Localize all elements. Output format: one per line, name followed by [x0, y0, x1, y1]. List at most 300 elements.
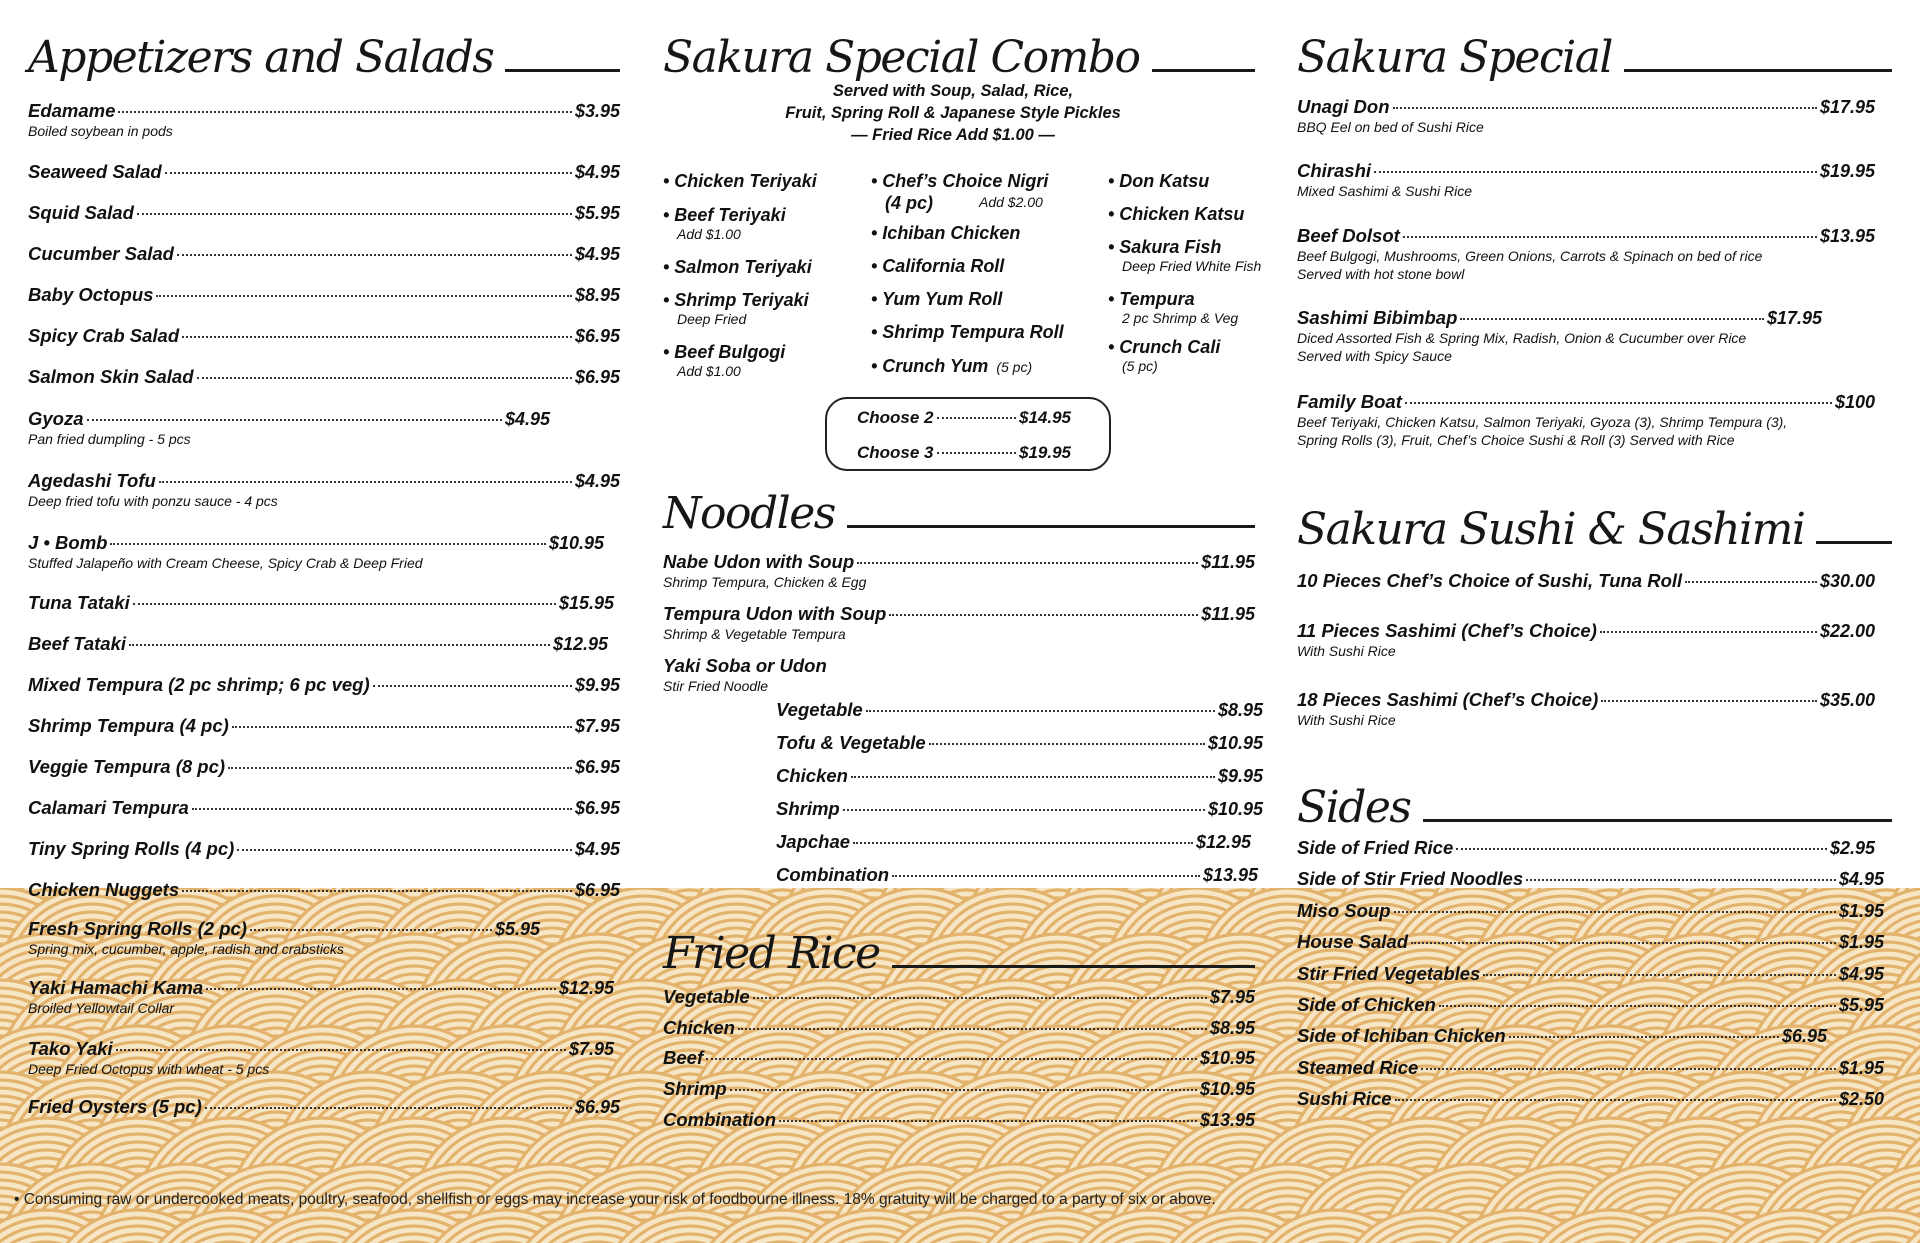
menu-item [776, 798, 1263, 820]
item-name: Beef Tataki [28, 633, 127, 654]
combo-option-label: • Shrimp Tempura Roll [871, 322, 1064, 342]
menu-item [663, 655, 1255, 695]
choose-price-box [825, 397, 1111, 471]
item-name: Edamame [28, 100, 116, 121]
menu-item-row [776, 831, 1251, 853]
item-price: $6.95 [574, 1097, 620, 1117]
menu-item-row [776, 732, 1263, 754]
combo-option-name [1108, 336, 1220, 358]
menu-item-row [28, 470, 620, 492]
menu-item-row [28, 243, 620, 265]
item-name: Squid Salad [28, 202, 134, 223]
leader-dots [1456, 848, 1827, 850]
leader-dots [730, 1089, 1197, 1091]
item-name: Mixed Tempura (2 pc shrimp; 6 pc veg) [28, 674, 370, 695]
menu-item [1297, 160, 1875, 200]
combo-option-name [663, 289, 809, 311]
item-name: Side of Ichiban Chicken [1297, 1025, 1506, 1046]
sushi-heading [1297, 496, 1892, 554]
footnote: • Consuming raw or undercooked meats, poultry, seafood, shellfish or eggs may increase your risk of foodbourne illness. 18% gratuity will be charged to a party of six or above. [14, 1191, 1216, 1208]
appetizers-section [28, 0, 620, 1150]
menu-item-row [28, 633, 608, 655]
menu-item [776, 765, 1263, 787]
menu-item-row [1297, 570, 1875, 592]
leader-dots [373, 685, 572, 687]
combo-option-name [1108, 170, 1209, 192]
item-price: $10.95 [548, 533, 604, 553]
item-description: Mixed Sashimi & Sushi Rice [1297, 183, 1473, 199]
leader-dots [1460, 318, 1764, 320]
menu-item-row [1297, 391, 1875, 413]
menu-item [28, 325, 620, 347]
combo-option-name [871, 170, 1048, 192]
item-description: Shrimp Tempura, Chicken & Egg [663, 574, 867, 590]
heading-rule [1816, 541, 1892, 544]
item-description: Spring Rolls (3), Fruit, Chef’s Choice Sushi & Roll (3) Served with Rice [1297, 432, 1735, 448]
item-price: $4.95 [574, 839, 620, 859]
item-name: Combination [776, 864, 890, 885]
leader-dots [843, 809, 1205, 811]
combo-note-line: Fruit, Spring Roll & Japanese Style Pickles [785, 104, 1121, 122]
heading-rule [1423, 819, 1893, 822]
combo-option [1108, 336, 1220, 374]
item-description: Deep fried tofu with ponzu sauce - 4 pcs [28, 493, 278, 509]
menu-item [1297, 570, 1875, 592]
leader-dots [1411, 942, 1836, 944]
menu-item [28, 715, 620, 737]
menu-item-row [776, 765, 1263, 787]
fried-rice-heading [663, 920, 1255, 978]
item-name: Combination [663, 1109, 777, 1130]
item-name: 18 Pieces Sashimi (Chef’s Choice) [1297, 689, 1599, 710]
combo-option-name [1108, 203, 1244, 225]
menu-item [28, 408, 550, 448]
menu-item [663, 1017, 1255, 1039]
item-name: Yaki Hamachi Kama [28, 977, 204, 998]
leader-dots [250, 929, 492, 931]
sides-heading [1297, 774, 1892, 832]
item-name: Sashimi Bibimbap [1297, 307, 1458, 328]
menu-item-row [663, 1109, 1255, 1131]
item-name: Unagi Don [1297, 96, 1390, 117]
item-price: $11.95 [1201, 604, 1255, 624]
item-name: Veggie Tempura (8 pc) [28, 756, 226, 777]
leader-dots [892, 875, 1200, 877]
item-price: $4.95 [574, 162, 620, 182]
item-price: $9.95 [574, 675, 620, 695]
item-description: Served with hot stone bowl [1297, 266, 1465, 282]
item-price: $12.95 [552, 634, 608, 654]
menu-item [1297, 963, 1884, 985]
item-name: Nabe Udon with Soup [663, 551, 855, 572]
item-name: Cucumber Salad [28, 243, 174, 264]
choose-label: Choose 2 [857, 408, 934, 427]
menu-item [28, 879, 620, 901]
leader-dots [1395, 1099, 1836, 1101]
item-price: $11.95 [1201, 552, 1255, 572]
leader-dots [1403, 236, 1817, 238]
item-price: $100 [1834, 392, 1875, 412]
choose-price: $19.95 [1019, 443, 1071, 462]
item-name: 10 Pieces Chef’s Choice of Sushi, Tuna Roll [1297, 570, 1683, 591]
combo-option [663, 289, 809, 327]
item-name: Shrimp [776, 798, 840, 819]
leader-dots [1601, 700, 1817, 702]
leader-dots [137, 213, 572, 215]
item-name: Stir Fried Vegetables [1297, 963, 1481, 984]
leader-dots [853, 842, 1193, 844]
item-description: BBQ Eel on bed of Sushi Rice [1297, 119, 1484, 135]
item-price: $12.95 [1195, 832, 1251, 852]
combo-option [663, 170, 817, 192]
menu-item-row [1297, 837, 1875, 859]
combo-option [663, 204, 786, 242]
item-name: Yaki Soba or Udon [663, 655, 827, 676]
menu-item [1297, 307, 1822, 365]
item-price: $8.95 [574, 285, 620, 305]
menu-item-row [1297, 994, 1884, 1016]
combo-option-label: • Chef’s Choice Nigri [871, 171, 1049, 191]
menu-item [28, 1096, 620, 1118]
combo-option-name [1108, 288, 1238, 310]
menu-item [1297, 994, 1884, 1016]
combo-option [663, 341, 785, 379]
combo-option-sub: (4 pc) [885, 193, 934, 213]
leader-dots [1374, 171, 1817, 173]
leader-dots [237, 849, 572, 851]
leader-dots [206, 988, 556, 990]
menu-item [28, 633, 608, 655]
item-price: $4.95 [1838, 869, 1884, 889]
menu-item-row [1297, 225, 1875, 247]
menu-item [663, 1078, 1255, 1100]
menu-item-row [28, 325, 620, 347]
combo-option-name [871, 355, 1032, 378]
leader-dots [753, 997, 1207, 999]
menu-item [776, 699, 1263, 721]
item-name: Chicken [663, 1017, 735, 1038]
menu-item-row [1297, 1057, 1884, 1079]
item-price: $13.95 [1202, 865, 1258, 885]
combo-option-sub: Deep Fried White Fish [1122, 258, 1262, 274]
item-description: Stuffed Jalapeño with Cream Cheese, Spicy Crab & Deep Fried [28, 555, 423, 571]
item-price: $6.95 [574, 798, 620, 818]
item-name: Beef Dolsot [1297, 225, 1400, 246]
special-heading [1297, 24, 1892, 82]
leader-dots [116, 1049, 566, 1051]
combo-option-sub: Add $1.00 [677, 363, 741, 379]
item-price: $4.95 [504, 409, 550, 429]
item-name: 11 Pieces Sashimi (Chef’s Choice) [1297, 620, 1597, 641]
combo-option-label: • Salmon Teriyaki [663, 257, 812, 277]
menu-item-row [663, 1017, 1255, 1039]
item-price: $2.50 [1838, 1089, 1884, 1109]
combo-note-line: — Fried Rice Add $1.00 — [851, 126, 1055, 144]
item-price: $13.95 [1819, 226, 1875, 246]
menu-item [28, 674, 620, 696]
item-price: $4.95 [574, 244, 620, 264]
item-description: Boiled soybean in pods [28, 123, 173, 139]
menu-item-row [776, 699, 1263, 721]
item-name: Baby Octopus [28, 284, 154, 305]
menu-item-row [776, 864, 1258, 886]
menu-item [28, 161, 620, 183]
menu-item-row [28, 879, 620, 901]
menu-item [776, 831, 1251, 853]
item-price: $8.95 [1209, 1018, 1255, 1038]
item-price: $15.95 [558, 593, 614, 613]
menu-item [28, 366, 620, 388]
leader-dots [228, 767, 572, 769]
item-name: Tofu & Vegetable [776, 732, 926, 753]
leader-dots [133, 603, 556, 605]
menu-item [1297, 225, 1875, 283]
item-price: $7.95 [1209, 987, 1255, 1007]
menu-item-row [1297, 160, 1875, 182]
menu-item [1297, 391, 1875, 449]
item-price: $9.95 [1217, 766, 1263, 786]
menu-item-row [28, 838, 620, 860]
item-price: $10.95 [1199, 1048, 1255, 1068]
combo-option-label: • Ichiban Chicken [871, 223, 1021, 243]
special-title: Sakura Special [1297, 32, 1612, 83]
menu-item-row [1297, 689, 1875, 711]
item-name: Steamed Rice [1297, 1057, 1419, 1078]
menu-item-row [28, 756, 620, 778]
leader-dots [1439, 1005, 1836, 1007]
menu-item [1297, 689, 1875, 729]
item-price: $1.95 [1838, 901, 1884, 921]
leader-dots [232, 726, 572, 728]
item-name: Chicken Nuggets [28, 879, 180, 900]
noodles-heading [663, 480, 1255, 538]
menu-item [776, 864, 1258, 886]
combo-option-name [871, 321, 1064, 343]
menu-item [663, 551, 1255, 591]
item-price: $6.95 [1781, 1026, 1827, 1046]
leader-dots [197, 377, 572, 379]
item-name: Fresh Spring Rolls (2 pc) [28, 918, 247, 939]
choose-price: $14.95 [1019, 408, 1071, 427]
leader-dots [129, 644, 550, 646]
item-price: $12.95 [558, 978, 614, 998]
menu-item [1297, 868, 1884, 890]
menu-item [28, 977, 614, 1017]
item-name: Tiny Spring Rolls (4 pc) [28, 838, 235, 859]
menu-item-row [1297, 900, 1884, 922]
sides-title: Sides [1297, 782, 1411, 833]
item-price: $1.95 [1838, 932, 1884, 952]
combo-note-line: Served with Soup, Salad, Rice, [832, 82, 1074, 100]
combo-option-label: • Chicken Teriyaki [663, 171, 817, 191]
combo-option-label: • Beef Teriyaki [663, 205, 786, 225]
menu-item-row [28, 715, 620, 737]
menu-item-row [28, 797, 620, 819]
item-price: $13.95 [1199, 1110, 1255, 1130]
leader-dots [857, 562, 1198, 564]
item-name: Vegetable [776, 699, 863, 720]
item-price: $35.00 [1819, 690, 1875, 710]
menu-item-row [1297, 931, 1884, 953]
item-description: Broiled Yellowtail Collar [28, 1000, 175, 1016]
item-name: Agedashi Tofu [28, 470, 156, 491]
menu-item [1297, 931, 1884, 953]
leader-dots [177, 254, 572, 256]
item-name: J • Bomb [28, 532, 108, 553]
leader-dots [1685, 581, 1817, 583]
leader-dots [1405, 402, 1832, 404]
menu-item [28, 838, 620, 860]
item-price: $17.95 [1819, 97, 1875, 117]
menu-item [1297, 1025, 1827, 1047]
item-name: Seaweed Salad [28, 161, 162, 182]
item-price: $5.95 [1838, 995, 1884, 1015]
combo-option-label: • Yum Yum Roll [871, 289, 1003, 309]
heading-rule [892, 965, 1255, 968]
leader-dots [779, 1120, 1197, 1122]
menu-item [28, 918, 540, 958]
item-price: $10.95 [1207, 733, 1263, 753]
item-name: Shrimp [663, 1078, 727, 1099]
combo-option-note: (5 pc) [996, 359, 1033, 375]
heading-rule [847, 525, 1255, 528]
combo-option-label: • California Roll [871, 256, 1005, 276]
menu-item [28, 756, 620, 778]
leader-dots [192, 808, 572, 810]
item-name: Chirashi [1297, 160, 1372, 181]
leader-dots [182, 890, 572, 892]
combo-option-label: • Shrimp Teriyaki [663, 290, 809, 310]
item-price: $17.95 [1766, 308, 1822, 328]
item-description: With Sushi Rice [1297, 712, 1396, 728]
item-price: $8.95 [1217, 700, 1263, 720]
choose-label: Choose 3 [857, 443, 934, 462]
item-name: Japchae [776, 831, 851, 852]
menu-item-row [28, 284, 620, 306]
combo-option [871, 222, 1020, 244]
item-name: Miso Soup [1297, 900, 1391, 921]
combo-option-label: • Don Katsu [1108, 171, 1210, 191]
combo-option [871, 255, 1004, 277]
item-name: Shrimp Tempura (4 pc) [28, 715, 229, 736]
leader-dots [110, 543, 545, 545]
combo-option [1108, 288, 1238, 326]
leader-dots [866, 710, 1215, 712]
leader-dots [738, 1028, 1207, 1030]
item-price: $7.95 [574, 716, 620, 736]
combo-title: Sakura Special Combo [663, 32, 1140, 83]
item-name: Vegetable [663, 986, 750, 1007]
item-description: Served with Spicy Sauce [1297, 348, 1452, 364]
menu-item-row [1297, 868, 1884, 890]
menu-item [663, 603, 1255, 643]
item-name: Sushi Rice [1297, 1088, 1392, 1109]
item-description: Deep Fried Octopus with wheat - 5 pcs [28, 1061, 270, 1077]
menu-item-row [28, 918, 540, 940]
combo-option-label: • Crunch Cali [1108, 337, 1221, 357]
menu-item-row [28, 1096, 620, 1118]
combo-option-name [871, 255, 1004, 277]
leader-dots [1483, 974, 1836, 976]
combo-option-sub: Add $1.00 [677, 226, 741, 242]
menu-item-row [663, 1047, 1255, 1069]
menu-item [663, 1109, 1255, 1131]
item-name: Side of Fried Rice [1297, 837, 1454, 858]
menu-item-row [28, 100, 620, 122]
menu-item [28, 1038, 614, 1078]
menu-item-row [663, 603, 1255, 625]
noodles-title: Noodles [663, 488, 835, 539]
menu-item [28, 202, 620, 224]
heading-rule [505, 69, 620, 72]
item-description: Beef Teriyaki, Chicken Katsu, Salmon Teriyaki, Gyoza (3), Shrimp Tempura (3), [1297, 414, 1788, 430]
item-price: $3.95 [574, 101, 620, 121]
combo-option-label: • Tempura [1108, 289, 1195, 309]
combo-option-sub: Deep Fried [677, 311, 747, 327]
menu-item-row [28, 408, 550, 430]
item-price: $6.95 [574, 367, 620, 387]
item-name: Calamari Tempura [28, 797, 189, 818]
menu-item-row [1297, 620, 1875, 642]
appetizers-title: Appetizers and Salads [28, 32, 494, 83]
menu-item [28, 284, 620, 306]
menu-item-row [663, 1078, 1255, 1100]
menu-item-row [1297, 963, 1884, 985]
menu-item [1297, 620, 1875, 660]
heading-rule [1624, 69, 1892, 72]
menu-item [28, 797, 620, 819]
item-name: House Salad [1297, 931, 1409, 952]
leader-dots [1600, 631, 1817, 633]
item-price: $4.95 [1838, 964, 1884, 984]
menu-item-row [776, 798, 1263, 820]
leader-dots [1393, 107, 1817, 109]
item-name: Chicken [776, 765, 848, 786]
leader-dots [937, 417, 1016, 419]
menu-item-row [28, 161, 620, 183]
combo-option [871, 321, 1064, 343]
leader-dots [156, 295, 572, 297]
menu-item-row [663, 551, 1255, 573]
item-description: Beef Bulgogi, Mushrooms, Green Onions, Carrots & Spinach on bed of rice [1297, 248, 1763, 264]
menu-item [1297, 1088, 1884, 1110]
menu-item-row [28, 202, 620, 224]
leader-dots [1394, 911, 1836, 913]
menu-item-row [663, 986, 1255, 1008]
item-description: Diced Assorted Fish & Spring Mix, Radish, Onion & Cucumber over Rice [1297, 330, 1747, 346]
middle-column [663, 0, 1263, 1150]
item-description: Stir Fried Noodle [663, 678, 769, 694]
menu-item [663, 1047, 1255, 1069]
item-description: Pan fried dumpling - 5 pcs [28, 431, 191, 447]
menu-item-row [1297, 96, 1875, 118]
item-name: Gyoza [28, 408, 84, 429]
menu-item-row [663, 655, 1255, 677]
item-name: Family Boat [1297, 391, 1402, 412]
menu-item [1297, 96, 1875, 136]
item-price: $5.95 [494, 919, 540, 939]
choose-2-row [857, 408, 1071, 430]
combo-option-sub: 2 pc Shrimp & Veg [1122, 310, 1239, 326]
combo-option-label: • Sakura Fish [1108, 237, 1222, 257]
combo-option [871, 170, 1048, 214]
combo-option-label: • Chicken Katsu [1108, 204, 1245, 224]
item-price: $6.95 [574, 880, 620, 900]
item-price: $6.95 [574, 757, 620, 777]
combo-option-sub: (5 pc) [1122, 358, 1158, 374]
menu-item-row [1297, 1025, 1827, 1047]
leader-dots [205, 1107, 572, 1109]
